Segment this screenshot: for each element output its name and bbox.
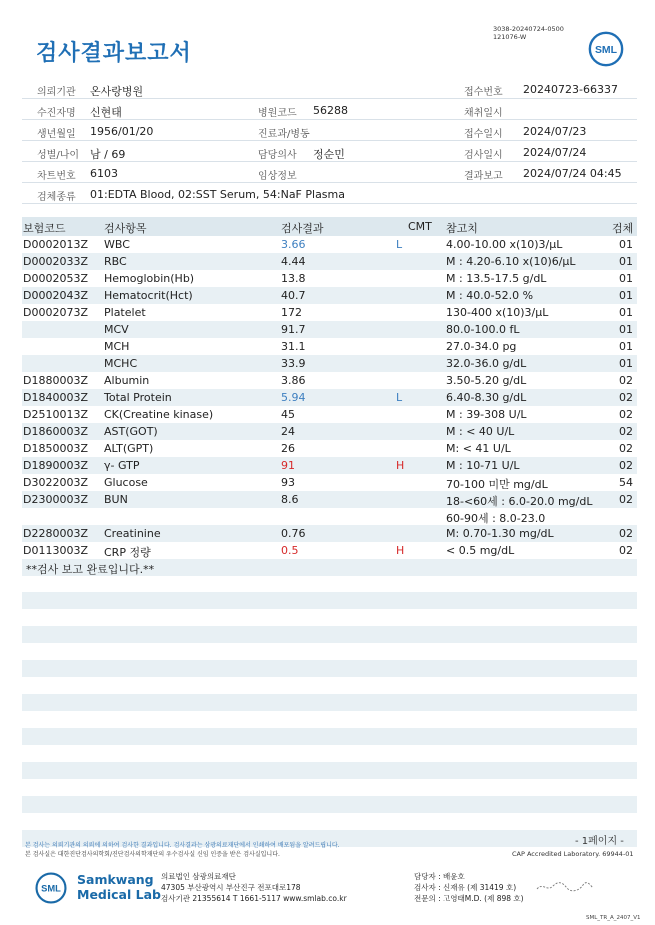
brand-line1: Samkwang bbox=[77, 872, 154, 887]
result-item: Albumin bbox=[104, 374, 150, 387]
table-row bbox=[22, 236, 637, 253]
table-row bbox=[22, 270, 637, 287]
result-reference: M : < 40 U/L bbox=[446, 425, 515, 438]
staff-tester: 검사자 : 신재유 (제 31419 호) bbox=[414, 883, 517, 892]
patient-name-label: 수진자명 bbox=[37, 108, 76, 119]
staff-specialist: 전문의 : 고영태M.D. (제 898 호) bbox=[414, 894, 524, 903]
chart-no-value: 6103 bbox=[90, 167, 118, 180]
result-specimen: 01 bbox=[619, 323, 633, 336]
result-reference: 70-100 미만 mg/dL bbox=[446, 478, 548, 491]
sex-age-label: 성별/나이 bbox=[37, 150, 80, 161]
header-code: 보험코드 bbox=[23, 222, 66, 235]
footer-staff bbox=[414, 871, 524, 904]
patient-name-value: 신현태 bbox=[90, 106, 122, 119]
received-date-value: 2024/07/23 bbox=[523, 125, 587, 138]
result-specimen: 02 bbox=[619, 425, 633, 438]
result-specimen: 01 bbox=[619, 289, 633, 302]
org-name: 의료법인 삼광의료재단 bbox=[161, 872, 236, 881]
result-specimen: 02 bbox=[619, 374, 633, 387]
empty-row bbox=[22, 796, 637, 813]
table-row bbox=[22, 253, 637, 270]
footer-brand-name bbox=[77, 872, 161, 902]
table-row bbox=[22, 423, 637, 440]
report-time-value: 2024/07/24 04:45 bbox=[523, 167, 622, 180]
result-specimen: 01 bbox=[619, 238, 633, 251]
disclaimer-line2: 본 검사실은 대한진단검사의학회/진단검사의학재단의 우수검사실 신임 인증을 받은 검사실입니다. bbox=[25, 851, 280, 858]
info-row bbox=[22, 99, 637, 120]
result-item: AST(GOT) bbox=[104, 425, 158, 438]
result-code: D2280003Z bbox=[23, 527, 88, 540]
result-reference: 80.0-100.0 fL bbox=[446, 323, 520, 336]
receipt-no-value: 20240723-66337 bbox=[523, 83, 618, 96]
result-specimen: 02 bbox=[619, 442, 633, 455]
info-row bbox=[22, 162, 637, 183]
result-item: ALT(GPT) bbox=[104, 442, 154, 455]
empty-row bbox=[22, 728, 637, 745]
header-cmt: CMT bbox=[408, 220, 432, 233]
result-item: Hematocrit(Hct) bbox=[104, 289, 193, 302]
result-reference: 32.0-36.0 g/dL bbox=[446, 357, 527, 370]
result-reference: M : 39-308 U/L bbox=[446, 408, 527, 421]
result-reference: 6.40-8.30 g/dL bbox=[446, 391, 527, 404]
doctor-label: 담당의사 bbox=[258, 150, 297, 161]
result-item: MCHC bbox=[104, 357, 138, 370]
result-flag: H bbox=[396, 544, 405, 557]
result-value: 91 bbox=[281, 459, 295, 472]
result-flag: L bbox=[396, 391, 403, 404]
info-row bbox=[22, 120, 637, 141]
completion-note: **검사 보고 완료입니다.** bbox=[26, 563, 155, 576]
result-code: D1850003Z bbox=[23, 442, 88, 455]
table-row bbox=[22, 508, 637, 525]
result-specimen: 02 bbox=[619, 527, 633, 540]
result-item: Creatinine bbox=[104, 527, 161, 540]
result-value: 5.94 bbox=[281, 391, 306, 404]
page-number: - 1페이지 - bbox=[575, 836, 624, 847]
result-code: D0002043Z bbox=[23, 289, 88, 302]
brand-line2: Medical Lab bbox=[77, 887, 161, 902]
result-value: 40.7 bbox=[281, 289, 306, 302]
completion-row bbox=[22, 559, 637, 576]
result-reference: M: 0.70-1.30 mg/dL bbox=[446, 527, 554, 540]
result-specimen: 54 bbox=[619, 476, 633, 489]
sml-logo-text: SML bbox=[594, 44, 618, 56]
result-item: Platelet bbox=[104, 306, 146, 319]
table-row bbox=[22, 304, 637, 321]
staff-manager: 담당자 : 배윤호 bbox=[414, 872, 465, 881]
result-item: γ- GTP bbox=[104, 459, 140, 472]
report-time-label: 결과보고 bbox=[464, 171, 503, 182]
result-value: 4.44 bbox=[281, 255, 306, 268]
result-code: D3022003Z bbox=[23, 476, 88, 489]
requester-label: 의뢰기관 bbox=[37, 87, 76, 98]
result-specimen: 02 bbox=[619, 408, 633, 421]
result-value: 13.8 bbox=[281, 272, 306, 285]
empty-row bbox=[22, 626, 637, 643]
info-row bbox=[22, 141, 637, 162]
result-item: CRP 정량 bbox=[104, 546, 151, 559]
result-value: 31.1 bbox=[281, 340, 306, 353]
clinical-info-label: 임상정보 bbox=[258, 171, 297, 182]
table-row bbox=[22, 491, 637, 508]
table-row bbox=[22, 389, 637, 406]
result-specimen: 01 bbox=[619, 357, 633, 370]
birthdate-value: 1956/01/20 bbox=[90, 125, 154, 138]
result-code: D1880003Z bbox=[23, 374, 88, 387]
footer-logo-text: SML bbox=[41, 883, 61, 894]
org-address: 47305 부산광역시 부산진구 전포대로178 bbox=[161, 883, 301, 892]
result-value: 3.66 bbox=[281, 238, 306, 251]
result-specimen: 01 bbox=[619, 255, 633, 268]
result-value: 0.5 bbox=[281, 544, 299, 557]
document-id bbox=[493, 25, 564, 41]
table-row bbox=[22, 355, 637, 372]
result-flag: H bbox=[396, 459, 405, 472]
result-value: 33.9 bbox=[281, 357, 306, 370]
result-value: 26 bbox=[281, 442, 295, 455]
receipt-no-label: 접수번호 bbox=[464, 87, 503, 98]
result-specimen: 02 bbox=[619, 493, 633, 506]
result-specimen: 01 bbox=[619, 340, 633, 353]
footer-organization bbox=[161, 871, 347, 904]
patient-info bbox=[22, 78, 637, 204]
result-item: Glucose bbox=[104, 476, 148, 489]
result-reference: M: < 41 U/L bbox=[446, 442, 511, 455]
result-value: 93 bbox=[281, 476, 295, 489]
table-row bbox=[22, 287, 637, 304]
result-flag: L bbox=[396, 238, 403, 251]
chart-no-label: 차트번호 bbox=[37, 171, 76, 182]
table-row bbox=[22, 542, 637, 559]
result-value: 91.7 bbox=[281, 323, 306, 336]
table-row bbox=[22, 406, 637, 423]
info-row bbox=[22, 183, 637, 204]
doctor-value: 정순민 bbox=[313, 148, 345, 161]
result-specimen: 02 bbox=[619, 391, 633, 404]
document-id-line1: 3038-20240724-0500 bbox=[493, 25, 564, 33]
table-row bbox=[22, 525, 637, 542]
result-item: CK(Creatine kinase) bbox=[104, 408, 214, 421]
header-specimen: 검체 bbox=[612, 222, 634, 235]
result-item: Hemoglobin(Hb) bbox=[104, 272, 195, 285]
result-code: D2510013Z bbox=[23, 408, 88, 421]
table-row bbox=[22, 321, 637, 338]
result-code: D1890003Z bbox=[23, 459, 88, 472]
result-code: D0002053Z bbox=[23, 272, 88, 285]
results-table-header bbox=[22, 217, 637, 236]
cap-accreditation: CAP Accredited Laboratory. 69944-01 bbox=[512, 850, 634, 858]
footer-sml-logo bbox=[34, 871, 68, 905]
header-item: 검사항목 bbox=[104, 222, 147, 235]
table-row bbox=[22, 338, 637, 355]
test-date-label: 검사일시 bbox=[464, 150, 503, 161]
result-reference: M : 40.0-52.0 % bbox=[446, 289, 534, 302]
result-value: 3.86 bbox=[281, 374, 306, 387]
document-id-line2: 121076-W bbox=[493, 33, 527, 41]
result-code: D0113003Z bbox=[23, 544, 88, 557]
result-code: D1840003Z bbox=[23, 391, 88, 404]
result-reference: M : 10-71 U/L bbox=[446, 459, 520, 472]
result-reference: < 0.5 mg/dL bbox=[446, 544, 515, 557]
result-reference: 27.0-34.0 pg bbox=[446, 340, 517, 353]
test-date-value: 2024/07/24 bbox=[523, 146, 587, 159]
org-contact: 검사기관 21355614 T 1661-5117 www.smlab.co.kr bbox=[161, 894, 347, 903]
result-reference: M : 4.20-6.10 x(10)6/µL bbox=[446, 255, 576, 268]
result-item: BUN bbox=[104, 493, 128, 506]
collection-time-label: 채취일시 bbox=[464, 108, 503, 119]
result-value: 0.76 bbox=[281, 527, 306, 540]
sex-age-value: 남 / 69 bbox=[90, 148, 126, 161]
specimen-type-value: 01:EDTA Blood, 02:SST Serum, 54:NaF Plasma bbox=[90, 188, 345, 201]
result-value: 45 bbox=[281, 408, 295, 421]
result-value: 24 bbox=[281, 425, 295, 438]
department-label: 진료과/병동 bbox=[258, 129, 310, 140]
hospital-code-label: 병원코드 bbox=[258, 108, 297, 119]
result-item: WBC bbox=[104, 238, 130, 251]
result-specimen: 02 bbox=[619, 544, 633, 557]
signature-stroke bbox=[537, 883, 593, 891]
disclaimer-line1: 본 검사는 의뢰기관의 의뢰에 의하여 검사한 결과입니다. 검사결과는 삼광의료재단에서 인쇄하여 배포됨을 알려드립니다. bbox=[25, 842, 340, 849]
result-reference: 130-400 x(10)3/µL bbox=[446, 306, 549, 319]
empty-row bbox=[22, 762, 637, 779]
result-reference: 18-<60세 : 6.0-20.0 mg/dL bbox=[446, 495, 593, 508]
signature-mark bbox=[535, 880, 595, 894]
results-table bbox=[22, 236, 637, 576]
result-item: MCH bbox=[104, 340, 130, 353]
result-code: D0002033Z bbox=[23, 255, 88, 268]
requester-value: 온사랑병원 bbox=[90, 85, 144, 98]
result-code: D1860003Z bbox=[23, 425, 88, 438]
header-result: 검사결과 bbox=[281, 222, 324, 235]
result-value: 8.6 bbox=[281, 493, 299, 506]
result-reference: 4.00-10.00 x(10)3/µL bbox=[446, 238, 563, 251]
result-code: D2300003Z bbox=[23, 493, 88, 506]
result-item: RBC bbox=[104, 255, 127, 268]
hospital-code-value: 56288 bbox=[313, 104, 348, 117]
result-specimen: 01 bbox=[619, 272, 633, 285]
birthdate-label: 생년월일 bbox=[37, 129, 76, 140]
result-item: MCV bbox=[104, 323, 129, 336]
empty-row bbox=[22, 592, 637, 609]
result-specimen: 02 bbox=[619, 459, 633, 472]
specimen-type-label: 검체종류 bbox=[37, 192, 76, 203]
report-title: 검사결과보고서 bbox=[36, 41, 192, 66]
empty-row bbox=[22, 660, 637, 677]
result-reference: M : 13.5-17.5 g/dL bbox=[446, 272, 547, 285]
result-reference: 60-90세 : 8.0-23.0 bbox=[446, 512, 546, 525]
table-row bbox=[22, 372, 637, 389]
result-value: 172 bbox=[281, 306, 302, 319]
header-reference: 참고치 bbox=[446, 222, 478, 235]
result-code: D0002013Z bbox=[23, 238, 88, 251]
result-reference: 3.50-5.20 g/dL bbox=[446, 374, 527, 387]
sml-logo bbox=[587, 30, 625, 68]
disclaimer bbox=[25, 841, 340, 859]
table-row bbox=[22, 440, 637, 457]
result-code: D0002073Z bbox=[23, 306, 88, 319]
result-item: Total Protein bbox=[104, 391, 172, 404]
table-row bbox=[22, 457, 637, 474]
form-code: SML_TR_A_2407_V1 bbox=[586, 915, 641, 921]
info-row bbox=[22, 78, 637, 99]
table-row bbox=[22, 474, 637, 491]
received-date-label: 접수일시 bbox=[464, 129, 503, 140]
empty-row bbox=[22, 694, 637, 711]
result-specimen: 01 bbox=[619, 306, 633, 319]
